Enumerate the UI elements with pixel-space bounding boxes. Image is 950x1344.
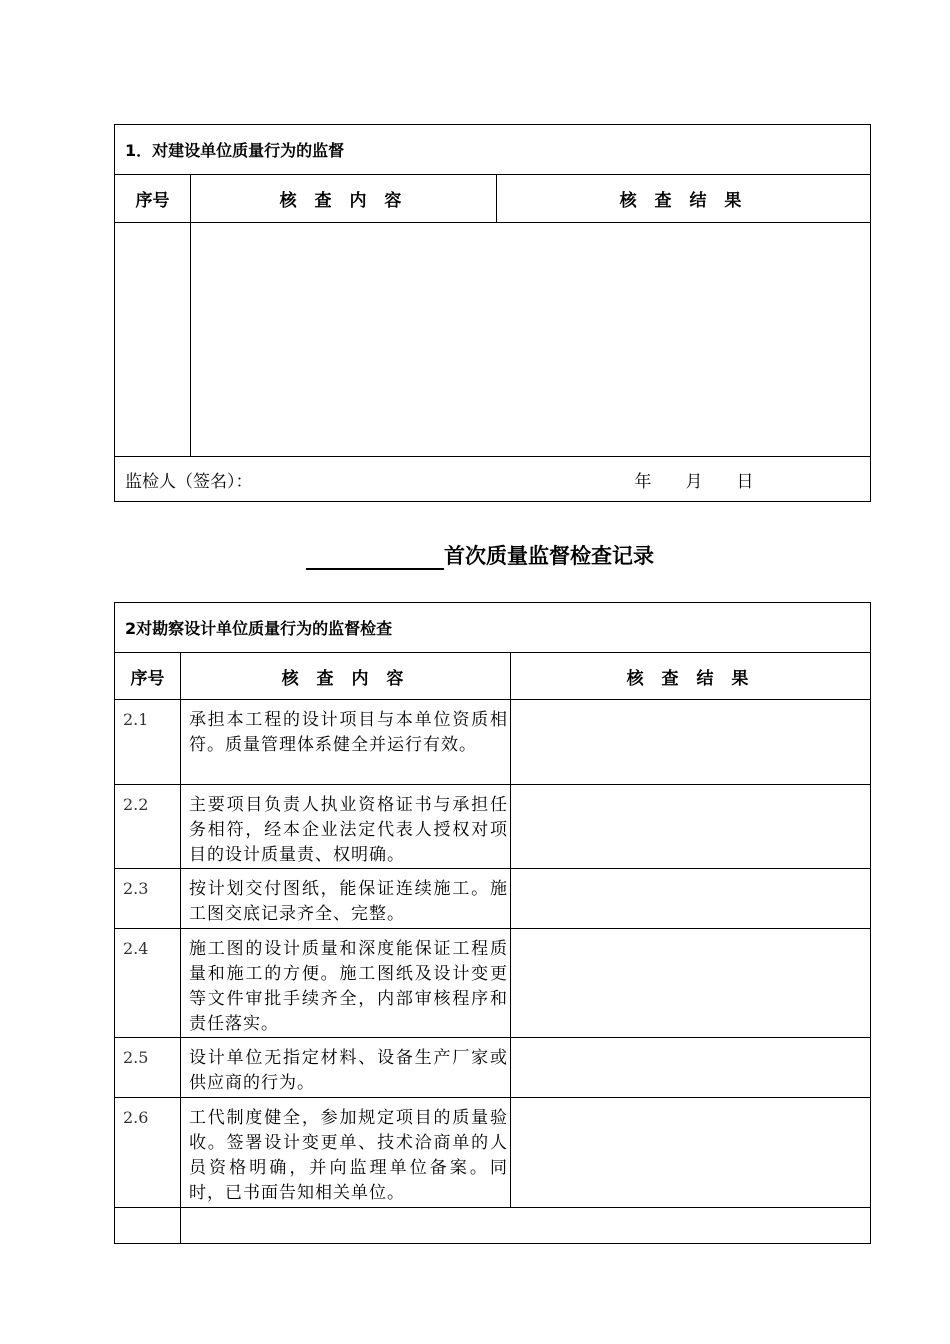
row-result: [511, 1038, 871, 1098]
row-content: 主要项目负责人执业资格证书与承担任务相符，经本企业法定代表人授权对项目的设计质量责、权明确。: [181, 785, 511, 869]
empty-content-cell: [191, 223, 871, 457]
row-number: 2.2: [115, 785, 181, 869]
row-content: 工代制度健全，参加规定项目的质量验收。签署设计变更单、技术洽商单的人员资格明确，并向监理单位备案。同时，已书面告知相关单位。: [181, 1098, 511, 1208]
section1-title: 1．对建设单位质量行为的监督: [115, 125, 871, 175]
title-blank-line: [306, 544, 444, 570]
row-number: 2.1: [115, 700, 181, 785]
table-row: [115, 1038, 871, 1098]
row-result: [511, 785, 871, 869]
column-header-number: 序号: [115, 175, 191, 223]
row-result: [511, 929, 871, 1038]
row-content: 承担本工程的设计项目与本单位资质相符。质量管理体系健全并运行有效。: [181, 700, 511, 785]
row-content: 按计划交付图纸，能保证连续施工。施工图交底记录齐全、完整。: [181, 869, 511, 929]
design-unit-supervision-table: [114, 602, 871, 1244]
column-header-content: 核 查 内 容: [191, 175, 497, 223]
signer-label: 监检人（签名）：: [125, 471, 253, 492]
row-result: [511, 700, 871, 785]
table-row: [115, 700, 871, 785]
table-row: [115, 869, 871, 929]
row-result: [511, 1098, 871, 1208]
section2-title: 2对勘察设计单位质量行为的监督检查: [115, 603, 871, 653]
row-number: [115, 1208, 181, 1244]
date-label: 年 月 日: [634, 471, 754, 492]
row-content: [181, 1208, 871, 1244]
row-number: 2.3: [115, 869, 181, 929]
empty-number-cell: [115, 223, 191, 457]
row-number: 2.5: [115, 1038, 181, 1098]
building-unit-supervision-table: [114, 124, 871, 502]
row-number: 2.6: [115, 1098, 181, 1208]
table-row: [115, 929, 871, 1038]
column-header-content: 核 查 内 容: [181, 653, 511, 700]
table-row: [115, 1098, 871, 1208]
row-content: 设计单位无指定材料、设备生产厂家或供应商的行为。: [181, 1038, 511, 1098]
row-number: 2.4: [115, 929, 181, 1038]
page-title-text: 首次质量监督检查记录: [444, 544, 654, 568]
column-header-result: 核 查 结 果: [511, 653, 871, 700]
table-row: [115, 785, 871, 869]
column-header-result: 核 查 结 果: [497, 175, 871, 223]
signature-row: [115, 457, 871, 502]
row-content: 施工图的设计质量和深度能保证工程质量和施工的方便。施工图纸及设计变更等文件审批手续齐全，内部审核程序和责任落实。: [181, 929, 511, 1038]
column-header-number: 序号: [115, 653, 181, 700]
table-row: [115, 1208, 871, 1244]
page-title: [306, 540, 654, 570]
row-result: [511, 869, 871, 929]
